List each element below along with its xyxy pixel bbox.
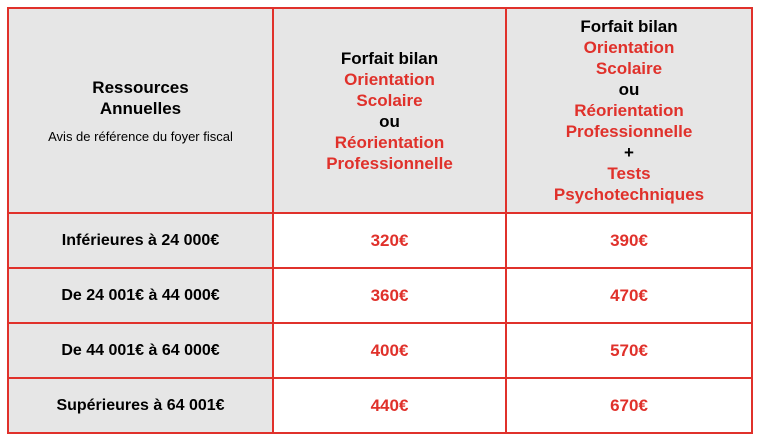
price-orientation: 400€ bbox=[273, 323, 506, 378]
pricing-table bbox=[7, 7, 753, 434]
income-range-label: Inférieures à 24 000€ bbox=[8, 213, 273, 268]
header2-line1: Forfait bilan bbox=[340, 48, 439, 68]
table-header-row bbox=[8, 8, 752, 213]
header3-line2: Orientation bbox=[583, 38, 675, 57]
price-orientation: 320€ bbox=[273, 213, 506, 268]
header3-line8: Tests bbox=[607, 164, 651, 183]
price-orientation-tests: 390€ bbox=[506, 213, 752, 268]
table-row bbox=[8, 213, 752, 268]
header3-line7: + bbox=[624, 143, 634, 162]
header3-line3: Scolaire bbox=[595, 59, 663, 78]
header2-line4: ou bbox=[379, 111, 400, 131]
income-range-label: De 44 001€ à 64 000€ bbox=[8, 323, 273, 378]
price-orientation-tests: 470€ bbox=[506, 268, 752, 323]
header2-line5: Réorientation bbox=[334, 132, 445, 152]
header3-line4: ou bbox=[618, 80, 640, 99]
header-forfait-tests-cell bbox=[506, 8, 752, 213]
header3-line1: Forfait bilan bbox=[580, 17, 678, 36]
header-resources-title-2: Annuelles bbox=[99, 99, 182, 118]
income-range-label: De 24 001€ à 44 000€ bbox=[8, 268, 273, 323]
header3-line5: Réorientation bbox=[574, 101, 684, 120]
header2-line3: Scolaire bbox=[356, 90, 423, 110]
income-range-label: Supérieures à 64 001€ bbox=[8, 378, 273, 433]
price-orientation: 440€ bbox=[273, 378, 506, 433]
price-orientation-tests: 670€ bbox=[506, 378, 752, 433]
table-row bbox=[8, 268, 752, 323]
header2-line2: Orientation bbox=[344, 69, 435, 89]
header3-line6: Professionnelle bbox=[565, 122, 693, 141]
table-row bbox=[8, 323, 752, 378]
header3-line9: Psychotechniques bbox=[553, 185, 705, 204]
pricing-table-container bbox=[7, 7, 751, 433]
table-row bbox=[8, 378, 752, 433]
price-orientation: 360€ bbox=[273, 268, 506, 323]
price-orientation-tests: 570€ bbox=[506, 323, 752, 378]
header-resources-cell bbox=[8, 8, 273, 213]
header-forfait-orientation-cell bbox=[273, 8, 506, 213]
header-resources-subtitle: Avis de référence du foyer fiscal bbox=[48, 129, 233, 144]
header2-line6: Professionnelle bbox=[326, 153, 453, 173]
header-resources-title-1: Ressources bbox=[92, 78, 189, 97]
